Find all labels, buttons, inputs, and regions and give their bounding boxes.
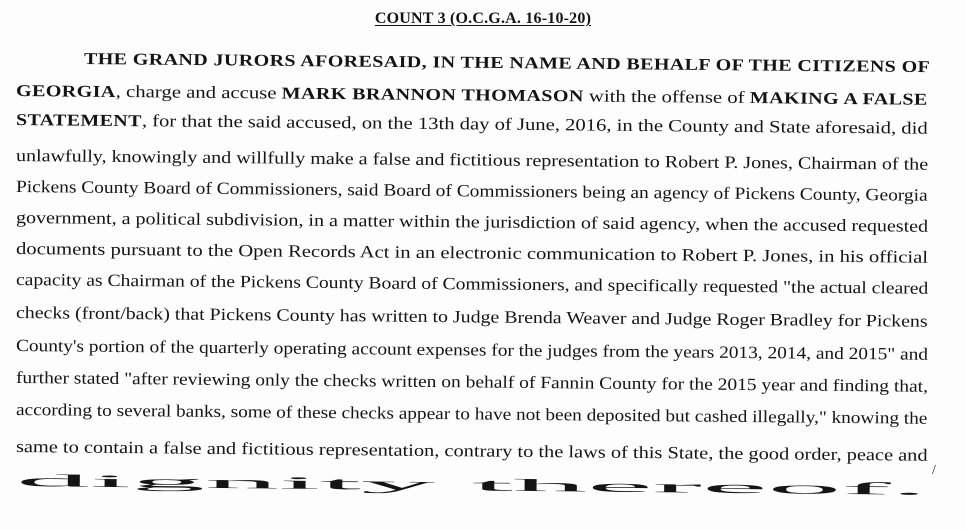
text-segment: dignity thereof. (15, 471, 928, 499)
body-line (16, 145, 928, 176)
text-segment: Pickens County Board of Commissioners, said Board of Commissioners being an agency of Pickens County, Georgia (15, 177, 928, 205)
text-segment: government, a political subdivision, in a matter within the jurisdiction of said agency, when the accused requested (15, 208, 929, 236)
bold-text-segment: STATEMENT (15, 110, 142, 131)
text-segment: checks (front/back) that Pickens County has written to Judge Brenda Weaver and Judge Roger Bradley for Pickens (15, 303, 928, 331)
bold-text-segment: MAKING A FALSE (749, 88, 928, 109)
bold-text-segment: THE GRAND JURORS AFORESAID, IN THE NAME AND BEHALF OF THE CITIZENS OF (83, 49, 931, 77)
bold-text-segment: MARK BRANNON THOMASON (281, 83, 584, 106)
body-line (16, 207, 928, 238)
bold-text-segment: GEORGIA (15, 81, 116, 101)
body-line (84, 48, 930, 78)
text-segment: County's portion of the quarterly operating account expenses for the judges from the years 2013, 2014, and 2015" and (15, 336, 929, 364)
body-line (16, 238, 928, 269)
text-segment: capacity as Chairman of the Pickens County Board of Commissioners, and specifically requested "the actual cleared (15, 270, 929, 298)
margin-mark: / (932, 463, 936, 478)
body-line (16, 470, 928, 501)
body-line (16, 335, 928, 366)
text-segment: unlawfully, knowingly and willfully make a false and fictitious representation to Robert P. Jones, Chairman of the (15, 146, 929, 174)
count-heading (0, 10, 966, 28)
body-line (16, 176, 928, 207)
body-line (16, 269, 929, 300)
body-line (16, 109, 928, 140)
text-segment: same to contain a false and fictitious representation, contrary to the laws of this State, the good order, peace and (15, 437, 928, 465)
body-line (16, 302, 928, 333)
text-segment: documents pursuant to the Open Records Act in an electronic communication to Robert P. Jones, in his official (15, 239, 929, 267)
count-heading-text: COUNT 3 (O.C.G.A. 16-10-20) (374, 10, 592, 27)
text-segment: , charge and accuse (115, 81, 282, 103)
text-segment: according to several banks, some of these checks appear to have not been deposited but cashed illegally," knowing the (15, 400, 928, 428)
body-line (16, 80, 928, 111)
body-line (16, 436, 928, 467)
body-line (16, 367, 928, 398)
text-segment: with the offense of (583, 86, 750, 108)
body-line (16, 399, 928, 430)
text-segment: further stated "after reviewing only the checks written on behalf of Fannin County for the 2015 year and finding that, (15, 368, 929, 396)
text-segment: , for that the said accused, on the 13th day of June, 2016, in the County and State aforesaid, did (141, 111, 928, 138)
